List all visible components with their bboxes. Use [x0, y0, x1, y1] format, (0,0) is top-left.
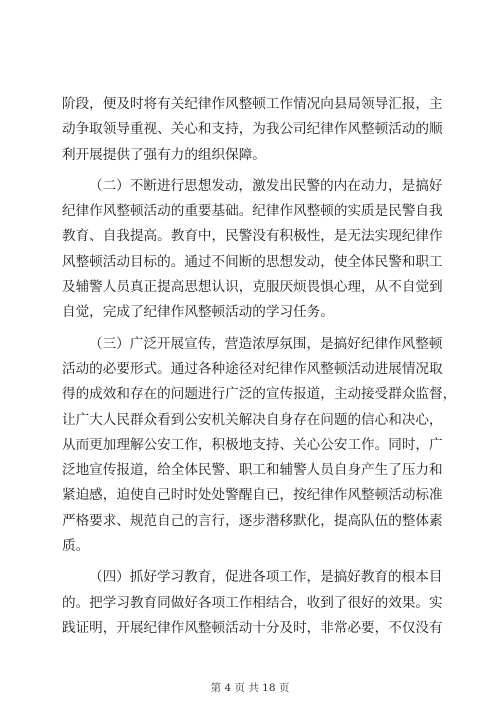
text-line: 教育、自我提高。教育中，民警没有积极性，是无法实现纪律作 [62, 228, 443, 245]
text-line: 风整顿活动目标的。通过不间断的思想发动，使全体民警和职工 [62, 253, 443, 270]
text-line: 得的成效和存在的问题进行广泛的宣传报道，主动接受群众监督， [62, 386, 457, 403]
text-line: 动争取领导重视、关心和支持，为我公司纪律作风整顿活动的顺 [62, 121, 443, 138]
text-line: 泛地宣传报道，给全体民警、职工和辅警人员自身产生了压力和 [62, 462, 443, 479]
page-footer: 第 4 页 共 18 页 [210, 682, 290, 694]
text-line: 纪律作风整顿活动的重要基础。纪律作风整顿的实质是民警自我 [62, 203, 443, 220]
text-line: 践证明，开展纪律作风整顿活动十分及时，非常必要，不仅没有 [62, 619, 443, 636]
text-line: 质。 [62, 538, 90, 555]
text-line: 紧迫感，迫使自己时时处处警醒自已，按纪律作风整顿活动标准 [62, 487, 443, 504]
text-line: （四）抓好学习教育，促进各项工作，是搞好教育的根本目 [89, 569, 443, 586]
text-line: 阶段，便及时将有关纪律作风整顿工作情况向县局领导汇报，主 [62, 96, 443, 112]
text-line: 从而更加理解公安工作，积极地支持、关心公安工作。同时，广 [62, 436, 443, 453]
text-line: （二）不断进行思想发动，激发出民警的内在动力，是搞好 [89, 177, 443, 194]
text-line: 让广大人民群众看到公安机关解决自身存在问题的信心和决心， [62, 411, 443, 428]
text-line: 及辅警人员真正提高思想认识，克服厌烦畏惧心理，从不自觉到 [62, 279, 443, 296]
document-body [62, 92, 457, 641]
text-line: 自觉，完成了纪律作风整顿活动的学习任务。 [62, 304, 334, 321]
text-line: （三）广泛开展宣传，营造浓厚氛围，是搞好纪律作风整顿 [89, 335, 443, 352]
text-line: 利开展提供了强有力的组织保障。 [62, 146, 266, 163]
text-line: 严格要求、规范自己的言行，逐步潜移默化，提高队伍的整体素 [62, 512, 443, 529]
text-line: 活动的必要形式。通过各种途径对纪律作风整顿活动进展情况取 [62, 360, 443, 377]
text-line: 的。把学习教育同做好各项工作相结合，收到了很好的效果。实 [62, 594, 443, 611]
